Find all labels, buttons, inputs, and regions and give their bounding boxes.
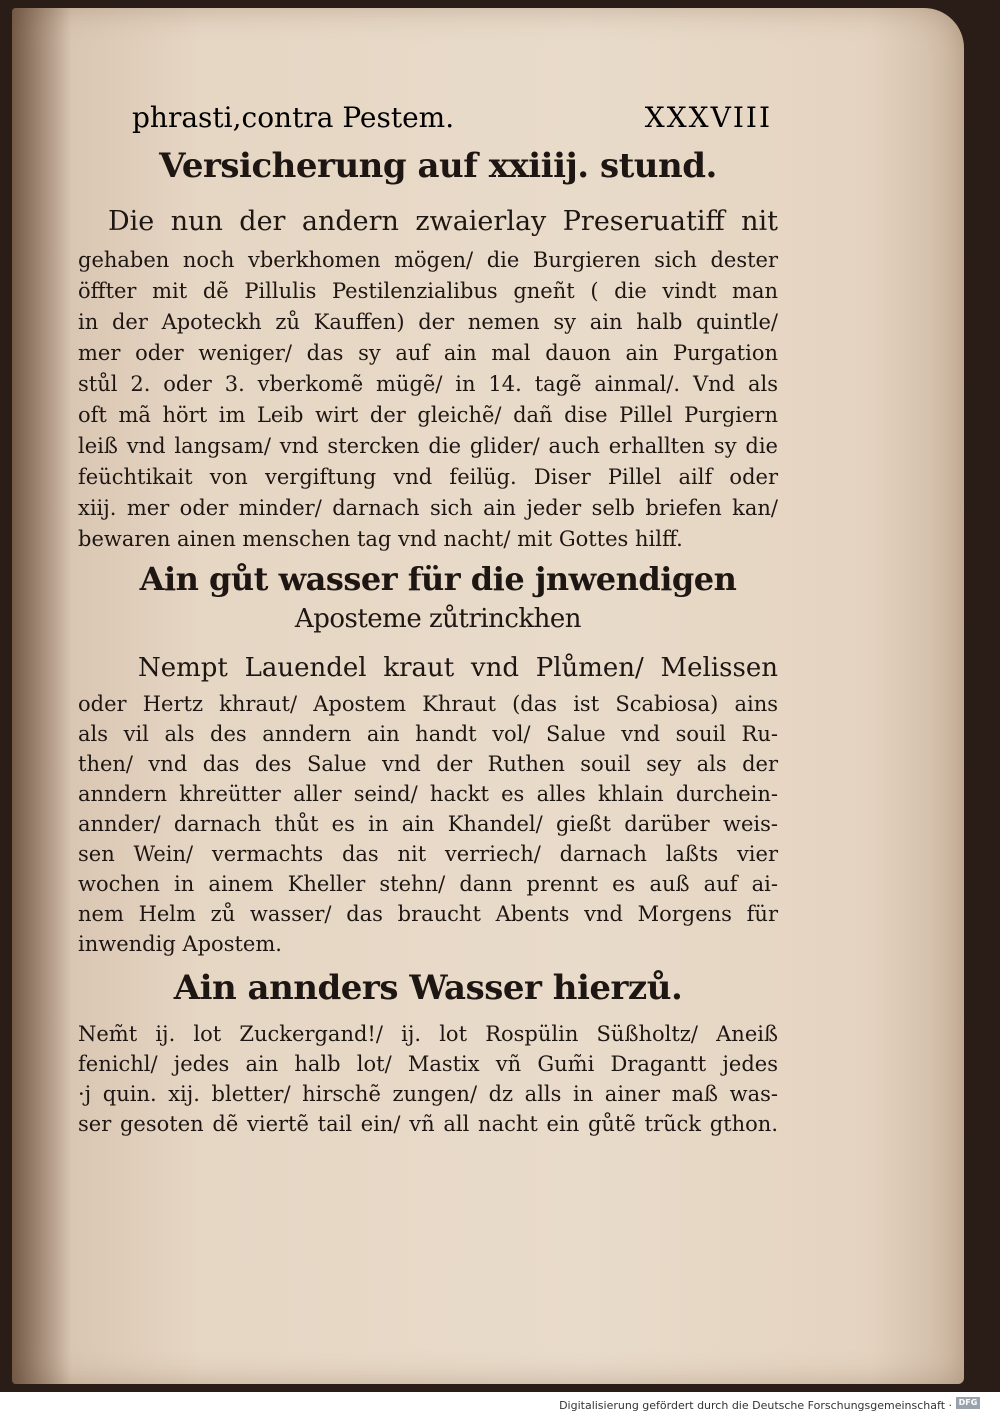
text-line: mer oder weniger/ das sy auf ain mal dauon ain Purgation xyxy=(78,341,778,365)
folio-number: XXXVIII xyxy=(644,101,772,134)
text-line: stůl 2. oder 3. vberkomẽ mügẽ/ in 14. tagẽ ainmal/. Vnd als xyxy=(78,372,778,396)
text-line: bewaren ainen menschen tag vnd nacht/ mit Gottes hilff. xyxy=(78,527,683,551)
section-heading: Ain gůt wasser für die jnwendigen xyxy=(139,560,737,598)
text-line: sen Wein/ vermachts das nit verriech/ darnach laßts vier xyxy=(78,842,778,866)
text-line: Nempt Lauendel kraut vnd Plůmen/ Melissen xyxy=(138,653,778,683)
text-line: fenichl/ jedes ain halb lot/ Mastix vñ Gum̃i Dragantt jedes xyxy=(78,1052,778,1076)
text-line: inwendig Apostem. xyxy=(78,932,282,956)
text-line: ·j quin. xij. bletter/ hirschẽ zungen/ dz alls in ainer maß was- xyxy=(78,1082,778,1106)
text-line: then/ vnd das des Salue vnd der Ruthen souil sey als der xyxy=(78,752,778,776)
section-subheading: Aposteme zůtrinckhen xyxy=(294,604,582,634)
text-line: Die nun der andern zwaierlay Preseruatiff nit xyxy=(108,206,778,237)
header-title: phrasti,contra Pestem. xyxy=(132,101,455,134)
text-line: Nem̃t ij. lot Zuckergand!/ ij. lot Rospülin Süßholtz/ Aneiß xyxy=(78,1022,778,1046)
section-heading: Versicherung auf xxiiij. stund. xyxy=(159,146,717,186)
text-line: annder/ darnach thůt es in ain Khandel/ gießt darüber weis- xyxy=(78,812,778,836)
text-line: xiij. mer oder minder/ darnach sich ain jeder selb briefen kan/ xyxy=(78,496,778,520)
text-line: feüchtikait von vergiftung vnd feilüg. Diser Pillel ailf oder xyxy=(78,465,778,489)
text-line: gehaben noch vberkhomen mögen/ die Burgieren sich dester xyxy=(78,248,778,272)
running-header xyxy=(132,101,772,141)
text-line: wochen in ainem Kheller stehn/ dann prennt es auß auf ai- xyxy=(78,872,778,896)
text-line: ser gesoten dẽ viertẽ tail ein/ vñ all nacht ein gůtẽ trũck gthon. xyxy=(78,1112,778,1136)
text-line: leiß vnd langsam/ vnd stercken die glider/ auch erhallten sy die xyxy=(78,434,778,458)
dfg-logo-icon: DFG xyxy=(956,1397,980,1409)
text-line: öffter mit dẽ Pillulis Pestilenzialibus gneñt ( die vindt man xyxy=(78,279,778,303)
text-line: in der Apoteckh zů Kauffen) der nemen sy ain halb quintle/ xyxy=(78,310,778,334)
text-line: anndern khreütter aller seind/ hackt es alles khlain durchein- xyxy=(78,782,778,806)
book-page xyxy=(12,8,964,1384)
text-line: nem Helm zů wasser/ das braucht Abents vnd Morgens für xyxy=(78,902,778,926)
text-line: als vil als des anndern ain handt vol/ Salue vnd souil Ru- xyxy=(78,722,778,746)
page-gutter xyxy=(12,8,72,1384)
funding-credit: Digitalisierung gefördert durch die Deutsche Forschungsgemeinschaft · xyxy=(559,1399,952,1412)
section-heading: Ain annders Wasser hierzů. xyxy=(173,968,683,1008)
text-line: oder Hertz khraut/ Apostem Khraut (das ist Scabiosa) ains xyxy=(78,692,778,716)
text-line: oft mã hört im Leib wirt der gleichẽ/ dañ dise Pillel Purgiern xyxy=(78,403,778,427)
